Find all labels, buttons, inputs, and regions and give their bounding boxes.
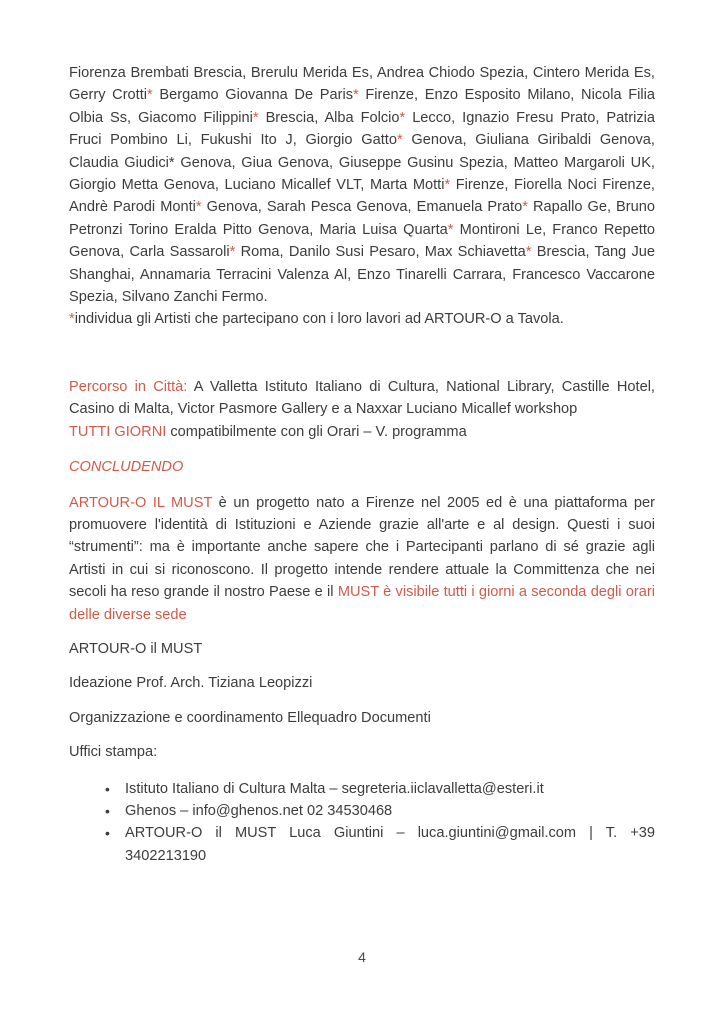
- text-segment: Genova, Sarah Pesca Genova, Emanuela Prato: [201, 199, 523, 216]
- artists-paragraph: [69, 62, 655, 308]
- percorso-paragraph: [69, 376, 655, 421]
- red-text-segment: MUST è visibile tutti i giorni a seconda degli orari delle diverse sede: [69, 584, 655, 623]
- contact-item-istituto: • Istituto Italiano di Cultura Malta – segreteria.iiclavalletta@esteri.it: [125, 778, 655, 800]
- credit-artour-o-il-must: ARTOUR-O il MUST: [69, 640, 203, 657]
- red-text-segment: TUTTI GIORNI: [69, 423, 167, 440]
- text-segment: Brescia, Tang Jue Shanghai, Annamaria Terracini Valenza Al, Enzo Tinarelli Carrara, Francesco Vaccarone Spezia, Silvano Zanchi Fermo.: [69, 244, 655, 306]
- text-segment: A Valletta Istituto Italiano di Cultura, National Library, Castille Hotel, Casino di Malta, Victor Pasmore Gallery e a Naxxar Luciano Micallef workshop: [69, 378, 655, 418]
- credit-organizzazione: Organizzazione e coordinamento Ellequadro Documenti: [69, 709, 431, 726]
- tutti-giorni-line: [69, 421, 655, 443]
- red-text-segment: *: [444, 177, 451, 194]
- text-segment: Rapallo Ge, Bruno Petronzi Torino Eralda Pitto Genova, Maria Luisa Quarta: [69, 199, 655, 238]
- text-segment: Lecco, Ignazio Fresu Prato, Patrizia Fruci Pombino Li, Fukushi Ito J, Giorgio Gatto: [69, 109, 655, 149]
- page-number: 4: [358, 949, 366, 965]
- uffici-stampa-label: Uffici stampa:: [69, 744, 158, 761]
- red-text-segment: *: [353, 87, 359, 104]
- contact-item-giuntini: • ARTOUR-O il MUST Luca Giuntini – luca.giuntini@gmail.com | T. +39 3402213190: [125, 822, 655, 867]
- red-text-segment: *: [522, 199, 528, 216]
- asterisk-note: [69, 308, 655, 330]
- credit-ideazione: Ideazione Prof. Arch. Tiziana Leopizzi: [69, 675, 313, 692]
- red-text-segment: *: [396, 132, 403, 149]
- red-text-segment: Percorso in Città:: [69, 378, 188, 395]
- red-text-segment: *: [69, 311, 75, 328]
- text-segment: Montironi Le, Franco Repetto Genova, Carla Sassaroli: [69, 221, 656, 261]
- text-segment: Firenze, Fiorella Noci Firenze, Andrè Parodi Monti: [69, 177, 655, 216]
- red-text-segment: *: [525, 244, 532, 261]
- text-segment: compatibilmente con gli Orari – V. programma: [166, 423, 467, 440]
- red-text-segment: *: [229, 244, 236, 261]
- text-segment: Brescia, Alba Folcio: [258, 109, 400, 126]
- red-text-segment: *: [147, 87, 153, 104]
- contact-item-ghenos: • Ghenos – info@ghenos.net 02 34530468: [125, 800, 655, 822]
- text-segment: è un progetto nato a Firenze nel 2005 ed è una piattaforma per promuovere l'identità di Istituzioni e Aziende grazie all'arte e al design. Questi i suoi “strumenti”: ma è importante anche sapere che i Partecipanti parlano di sé grazie agli Artisti in cui si riconoscono. Il progetto intende rendere attuale la Committenza che nei secoli ha reso grande il nostro Paese e il: [69, 494, 656, 601]
- red-text-segment: *: [399, 109, 406, 126]
- text-segment: individua gli Artisti che partecipano con i loro lavori ad ARTOUR-O a Tavola.: [74, 311, 564, 328]
- contact-list: [69, 778, 655, 868]
- text-segment: Fiorenza Brembati Brescia, Brerulu Merida Es, Andrea Chiodo Spezia, Cintero Merida Es, Gerry Crotti: [69, 65, 655, 104]
- text-segment: Firenze, Enzo Esposito Milano, Nicola Filia Olbia Ss, Giacomo Filippini: [69, 87, 656, 126]
- red-text-segment: *: [195, 199, 202, 216]
- red-text-segment: *: [252, 109, 259, 126]
- concludendo-heading: CONCLUDENDO: [69, 459, 184, 476]
- text-segment: Bergamo Giovanna De Paris: [152, 87, 353, 104]
- red-text-segment: ARTOUR-O IL MUST: [69, 494, 213, 511]
- red-text-segment: *: [447, 221, 454, 238]
- must-paragraph: [69, 492, 655, 626]
- text-segment: Genova, Giuliana Giribaldi Genova, Claudia Giudici* Genova, Giua Genova, Giuseppe Gusinu Spezia, Matteo Margaroli UK, Giorgio Metta Genova, Luciano Micallef VLT, Marta Motti: [69, 132, 655, 194]
- text-segment: Roma, Danilo Susi Pesaro, Max Schiavetta: [235, 244, 526, 261]
